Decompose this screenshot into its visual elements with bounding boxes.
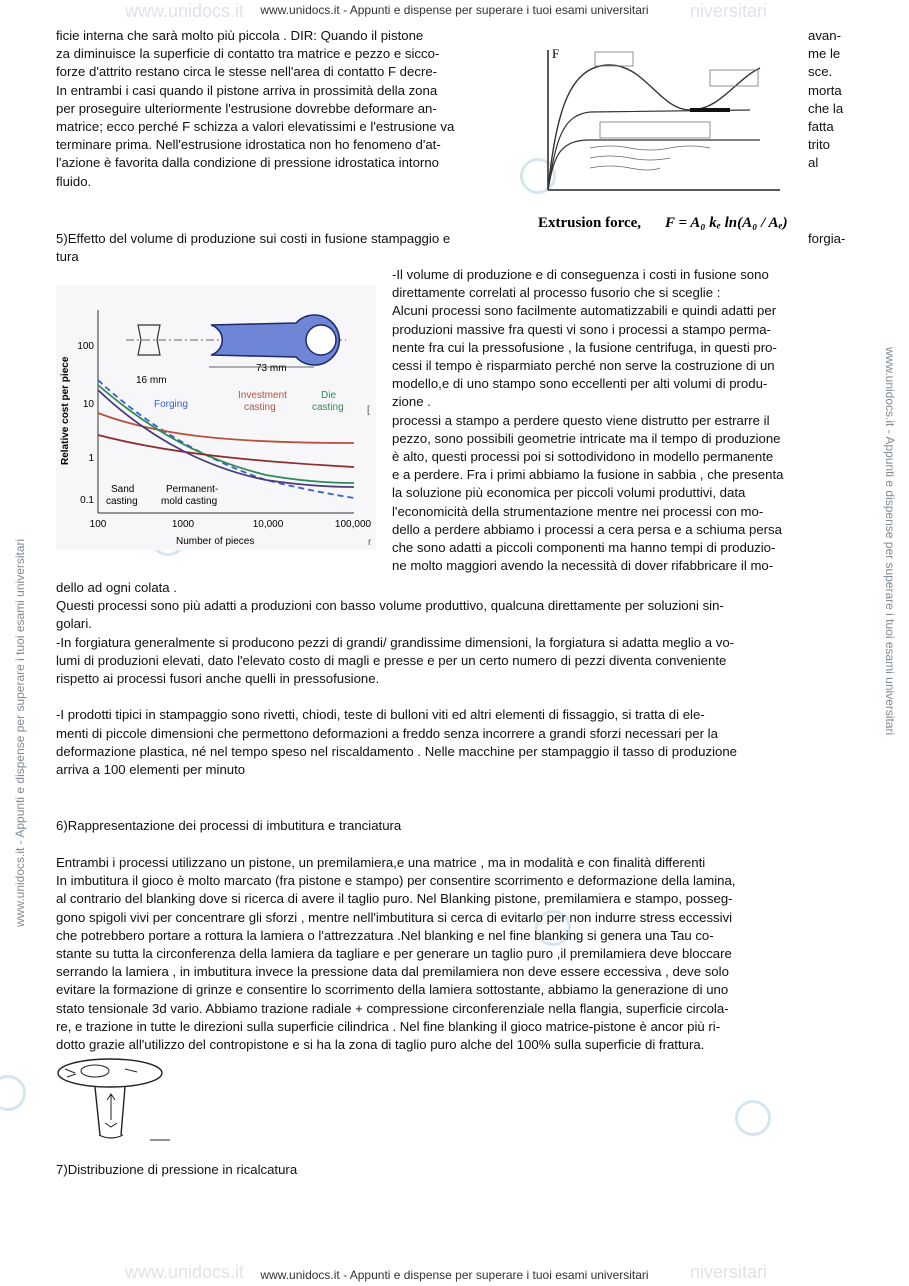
label-permanent-2: mold casting	[161, 496, 218, 507]
x-tick-label: 1000	[171, 519, 195, 530]
section5-title-right: forgia-	[808, 231, 846, 246]
ghost-watermark-top-right: niversitari	[690, 1, 768, 21]
page-header[interactable]: www.unidocs.it - Appunti e dispense per superare i tuoi esami universitari	[260, 3, 649, 17]
ghost-watermark-bottom: www.unidocs.it	[125, 1262, 245, 1282]
dim-label-16mm: 16 mm	[136, 375, 167, 386]
label-forging: Forging	[154, 399, 188, 410]
section6-title: 6)Rappresentazione dei processi di imbutitura e tranciatura	[56, 818, 402, 833]
side-watermark-right: www.unidocs.it - Appunti e dispense per superare i tuoi esami universitari	[883, 347, 897, 736]
section5-right-text: -Il volume di produzione e di conseguenza i costi in fusione sono direttamente correlati al processo fusorio che si sceglie : Alcuni processi sono facilmente automatizzabili e quindi adatti per produzioni massive fra questi vi sono i processi a stampo perma- nente fra cui la pressofusione , la fusione centrifuga, in questi pro- cessi il tempo è risparmiato perché non serve la costruzione di un modello,e di uno stampo sono eccellenti per alti volumi di produ- zione . processi a stampo a perdere questo viene distrutto per estrarre il pezzo, sono possibili geometrie intricate ma il tempo di produzione è alto, questi processi poi si sottodividono in modello permanente e a perdere. Fra i primi abbiamo la fusione in sabbia , che presenta la soluzione più economica per piccoli volumi produttivi, data l'economicità della strumentazione mentre nei processi con mo- dello a perdere abbiamo i processi a cera persa e a schiuma persa che sono adatti a piccoli componenti ma hanno tempi di produzio- ne molto maggiori avendo la necessità di dover rifabbricare il mo-	[392, 267, 784, 574]
x-tick-label: 10,000	[252, 519, 284, 530]
section5-full-text: dello ad ogni colata . Questi processi sono più adatti a produzioni con basso volume produttivo, qualcuna direttamente per soluzioni sin- golari. -In forgiatura generalmente si producono pezzi di grandi/ grandissime dimensioni, la forgiatura si adatta meglio a vo- lumi di produzioni elevati, dato l'elevato costo di magli e presse e per un certo numero di pezzi diventa conveniente rispetto ai processi fusori anche quelli in pressofusione. -I prodotti tipici in stampaggio sono rivetti, chiodi, teste di bulloni viti ed altri elementi di fissaggio, si tratta di ele- menti di piccole dimensioni che permettono deformazioni a freddo senza incorrere a grandi sforzi necessari per la deformazione plastica, né nel tempo speso nel riscaldamento . Nelle macchine per stampaggio il tasso di produzione arriva a 100 elementi per minuto	[56, 580, 737, 778]
ghost-watermark-top: www.unidocs.it	[125, 1, 245, 21]
deep-drawing-sketch	[55, 1055, 175, 1145]
y-tick-label: 100	[77, 341, 94, 352]
label-die-2: casting	[312, 402, 344, 413]
axis-label-f: F	[552, 46, 560, 61]
cost-chart-svg	[56, 285, 376, 550]
side-watermark-left: www.unidocs.it - Appunti e dispense per superare i tuoi esami universitari	[13, 538, 27, 927]
watermark-logo-icon	[0, 1075, 26, 1111]
label-sand: Sand	[111, 484, 135, 495]
formula: F = A₀ kₑ ln(A₀ / Aₑ)	[665, 215, 788, 231]
label-investment-2: casting	[244, 402, 276, 413]
x-tick-label: 100	[89, 519, 107, 530]
cost-chart	[56, 285, 376, 550]
intro-right-fragments: avan- me le sce. morta che la fatta trito al	[808, 28, 844, 171]
label-sand-2: casting	[106, 496, 138, 507]
chart-marker-right: [	[367, 405, 370, 416]
y-axis-label: Relative cost per piece	[60, 356, 71, 465]
x-axis-label: Number of pieces	[176, 536, 255, 547]
page-footer[interactable]: www.unidocs.it - Appunti e dispense per superare i tuoi esami universitari	[260, 1268, 649, 1282]
y-tick-label: 0.1	[80, 495, 94, 506]
label-permanent: Permanent-	[166, 484, 219, 495]
y-tick-label: 10	[82, 399, 94, 410]
watermark-logo-icon	[735, 1100, 771, 1136]
extrusion-force-figure	[530, 40, 800, 252]
y-tick-label: 1	[88, 453, 94, 464]
dim-label-73mm: 73 mm	[256, 363, 287, 374]
section6-body: Entrambi i processi utilizzano un pistone, un premilamiera,e una matrice , ma in modalità e con finalità differenti In imbutitura il gioco è molto marcato (fra pistone e stampo) per consentire scorrimento e deformazione della lamina, al contrario del blanking dove si ricerca di avere il taglio puro. Nel Blanking pistone, premilamiera e stampo, posseg- gono spigoli vivi per concentrare gli sforzi , mentre nell'imbutitura si cerca di evitarlo per non indurre stress eccessivi che potrebbero portare a rottura la lamiera o l'attrezzatura .Nel blanking e nel fine blanking si genera una Tau co- stante su tutta la circonferenza della lamiera da tagliare e per generare un taglio puro ,il premilamiera deve bloccare serrando la lamiera , in imbutitura invece la pressione data dal premilamiera non deve essere eccessiva , deve solo evitare la formazione di grinze e consentire lo scorrimento della lamiera sottostante, abbiamo la generazione di uno stato tensionale 3d vario. Abbiamo trazione radiale + compressione circonferenziale nella flangia, superficie circola- re, e trazione in tutte le direzioni sulla superficie cilindrica . Nel fine blanking il gioco matrice-pistone è ancor più ri- dotto grazie all'utilizzo del contropistone e si ha la zona di taglio puro alche del 100% sulla superficie di frattura.	[56, 855, 736, 1053]
x-tick-label: 100,000	[334, 519, 372, 530]
drawing-sketch-svg	[55, 1055, 175, 1145]
ghost-watermark-bottom-right: niversitari	[690, 1262, 768, 1282]
section7-title: 7)Distribuzione di pressione in ricalcatura	[56, 1162, 298, 1177]
extrusion-force-sketch	[530, 40, 800, 252]
chart-marker-right-2: r	[368, 537, 372, 548]
intro-paragraph: ficie interna che sarà molto più piccola . DIR: Quando il pistone za diminuisce la superficie di contatto tra matrice e pezzo e sicco- forze d'attrito restano circa le stesse nell'area di contatto F decre- In entrambi i casi quando il pistone arriva in prossimità della zona per proseguire ulteriormente l'estrusione dovrebbe deformare an- matrice; ecco perché F schizza a valori elevatissimi e l'estrusione va terminare prima. Nell'estrusione idrostatica non ho fenomeno d'at- l'azione è favorita dalla condizione di pressione idrostatica intorno fluido.	[56, 28, 455, 189]
formula-label: Extrusion force,	[538, 215, 642, 231]
section5-title: 5)Effetto del volume di produzione sui costi in fusione stampaggio e tura	[56, 231, 451, 265]
label-investment: Investment	[238, 390, 287, 401]
label-die: Die	[321, 390, 337, 401]
